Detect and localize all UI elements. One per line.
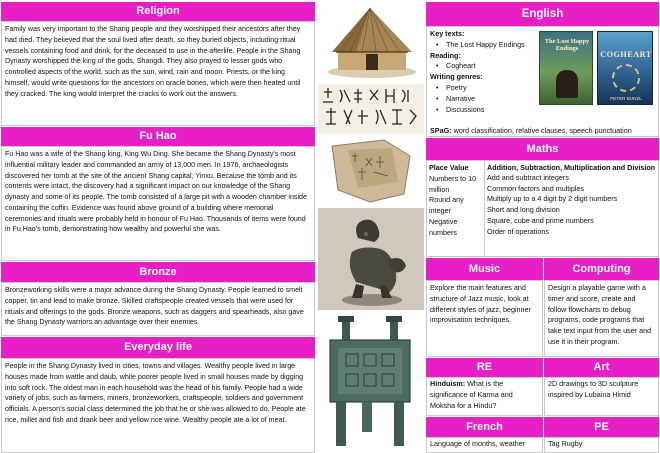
- bronze-statue-image: [318, 208, 424, 310]
- religion-panel: [1, 21, 315, 126]
- re-header: RE: [426, 358, 543, 377]
- religion-text: Family was very important to the Shang people and they worshipped their ancestors after they had died. They believed that the soul lived after death, so they buried objects, including ritual vessels containing food and drink, for the deceased to use in the afterlife. People in the Shang Dynasty worshipped the king of the gods, Shangdi. They also prayed to lesser gods who controlled aspects of the world, such as the sun, wind, rain and moon. Priests, or the king himself, would write questions for the ancestors on oracle bones, which were then heated until they cracked. The king would interpret the cracks to work out the answers.: [5, 25, 301, 98]
- fuhao-header: Fu Hao: [1, 127, 315, 146]
- bronze-vessel-image: [316, 312, 424, 453]
- key-texts-label: Key texts:: [430, 29, 465, 38]
- bronze-panel: [1, 282, 315, 336]
- music-header: Music: [426, 258, 543, 280]
- thatched-hut-image: [316, 2, 424, 82]
- computing-panel: [544, 280, 659, 357]
- book-cover-cogheart: [597, 31, 653, 105]
- oracle-writing-image: [318, 84, 424, 134]
- re-topic-label: Hinduism:: [430, 379, 466, 388]
- place-value-item: Round any: [429, 195, 464, 205]
- bronze-header: Bronze: [1, 262, 315, 282]
- english-panel: [426, 26, 659, 137]
- oracle-bone-image: [318, 136, 424, 206]
- music-text: Explore the main features and structure of Jazz music, look at different styles of jazz, beginner improvisation techniques.: [430, 283, 531, 325]
- pe-text: Tag Rugby: [548, 439, 583, 448]
- french-text: Language of months, weather: [430, 439, 526, 448]
- operations-item: Common factors and multiples: [487, 183, 585, 193]
- spag-label: SPaG:: [430, 126, 452, 135]
- place-value-item: million: [429, 184, 450, 194]
- operations-item: Multiply up to a 4 digit by 2 digit numbers: [487, 194, 618, 204]
- bronze-text: Bronzeworking skills were a major advance during the Shang Dynasty. People learned to smelt copper, tin and lead to make bronze. Skilled craftspeople created vessels that were used for rituals and offerings to the gods. Bronze weapons, such as daggers and spearheads, also gave the Shang Dynasty warriors an advantage over their enemies.: [5, 286, 304, 327]
- key-text-item: • The Lost Happy Endings: [446, 40, 538, 51]
- pe-panel: [544, 437, 659, 453]
- book-cover-lost-happy-endings: [539, 31, 593, 105]
- book1-title: The Lost Happy Endings: [544, 38, 590, 53]
- place-value-item: Negative: [429, 216, 458, 226]
- place-value-item: numbers: [429, 227, 457, 237]
- place-value-title: Place Value: [429, 163, 469, 172]
- place-value-item: Numbers to 10: [429, 173, 477, 183]
- writing-genre-item: • Narrative: [446, 94, 538, 105]
- operations-item: Square, cube and prime numbers: [487, 215, 594, 225]
- everyday-header: Everyday life: [1, 337, 315, 358]
- book2-author: PETER BUNZL: [610, 96, 642, 101]
- fuhao-text: Fu Hao was a wife of the Shang king, King Wu Ding. She became the Shang Dynasty's most influential military leader and commanded an army of 13,000 men. In 1976, archaeologists discovered her tomb at the site of the ancient Shang capital, Yinxu. Because the tomb and its contents were intact, the discovery had a significant impact on our knowledge of the Shang dynasty and some of its people. The tomb consisted of a large pit with a wooden chamber inside containing the coffin. Evidence was found above ground of a building where memorial ceremonies and rituals were probably held in honour of Fu Hao. Thousands of items were found in Fu Hao's tomb, demonstrating how wealthy and powerful she was.: [5, 150, 307, 234]
- computing-header: Computing: [544, 258, 659, 280]
- pe-header: PE: [544, 417, 659, 437]
- operations-title: Addition, Subtraction, Multiplication and Division: [487, 163, 656, 172]
- place-value-item: integer: [429, 206, 451, 216]
- art-panel: [544, 377, 659, 416]
- fuhao-panel: [1, 146, 315, 261]
- art-text: 2D drawings to 3D sculpture inspired by Lubaina Himid: [548, 379, 639, 399]
- music-panel: [426, 280, 543, 357]
- everyday-panel: [1, 358, 315, 453]
- re-panel: [426, 377, 543, 416]
- operations-item: Order of operations: [487, 226, 549, 236]
- operations-item: Add and subtract integers: [487, 172, 569, 182]
- maths-header: Maths: [426, 138, 659, 160]
- french-header: French: [426, 417, 543, 437]
- french-panel: [426, 437, 543, 453]
- writing-genre-item: • Poetry: [446, 83, 538, 94]
- reading-label: Reading:: [430, 50, 461, 60]
- re-text: What is the significance of Karma and Moksha for a Hindu?: [430, 379, 513, 410]
- operations-item: Short and long division: [487, 205, 560, 215]
- art-header: Art: [544, 358, 659, 377]
- writing-genre-item: • Discussions: [446, 105, 538, 116]
- computing-text: Design a playable game with a timer and score, create and follow flowcharts to debug programs, code programs that take text input from the user and use it in their program.: [548, 283, 652, 346]
- reading-item: • Cogheart: [446, 61, 538, 72]
- spag-text: word classification, relative clauses, speech punctuation: [451, 126, 632, 135]
- religion-header: Religion: [1, 2, 315, 21]
- maths-panel: [426, 160, 659, 257]
- book2-title: COGHEART: [600, 50, 652, 59]
- everyday-text: People in the Shang Dynasty lived in cities, towns and villages. Wealthy people lived in large houses made from wattle and daub, while poorer people lived in small houses made by digging into soft rock. The oldest man in each household was the head of his family. People had a wide variety of jobs, such as farmers, miners, bronzeworkers, craftspeople, soldiers and government officials. A person's social class determined the job that he or she was allowed to do. People ate rice, millet and fish and drank beer and yellow rice wine. Wealthy people ate a lot of meat.: [5, 362, 306, 424]
- english-header: English: [426, 2, 659, 26]
- writing-genres-label: Writing genres:: [430, 72, 483, 82]
